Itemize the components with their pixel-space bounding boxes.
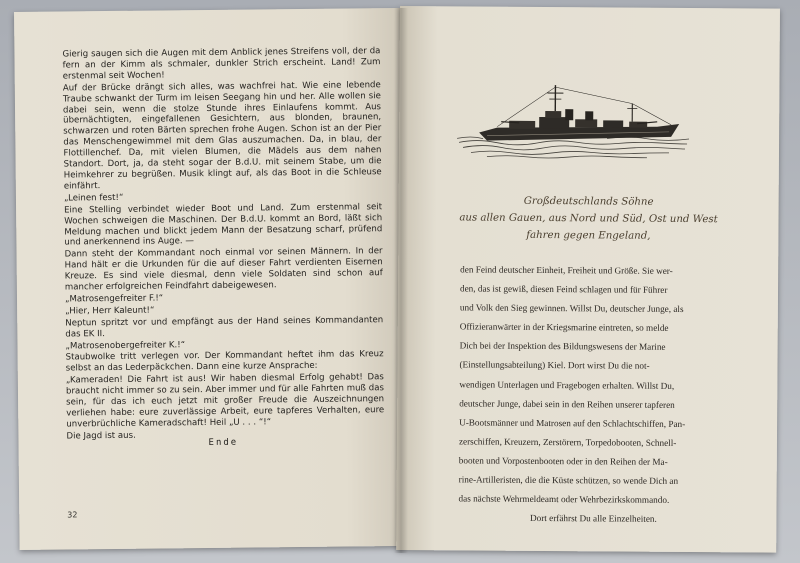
paragraph: Neptun spritzt vor und empfängt aus der Hand seines Kommandanten das EK II. <box>65 314 384 340</box>
paragraph: Eine Stelling verbindet wieder Boot und Land. Zum erstenmal seit Wochen schweigen die Maschinen. Der B.d.U. kommt an Bord, läßt sich Meldung machen und blickt jedem Mann der Besatzung scharf, prüfend und anerkennend ins Auge. — <box>64 201 383 248</box>
paragraph: „Matrosengefreiter F.!“ <box>64 293 164 305</box>
paragraph: Die Jagd ist aus. <box>66 430 136 442</box>
body-line: zerschiffen, Kreuzern, Zerstörern, Torpedobooten, Schnell- <box>458 436 677 448</box>
body-line: Dich bei der Inspektion des Bildungswesens der Marine <box>459 340 666 353</box>
paragraph: „Matrosenobergefreiter K.!“ <box>65 339 186 352</box>
heading-line: fahren gegen Engeland, <box>526 229 651 242</box>
right-page <box>396 6 780 553</box>
destroyer-ship-drawing-icon <box>457 80 690 162</box>
paragraph: Staubwolke tritt verlegen vor. Der Kommandant heftet ihm das Kreuz selbst an das Lederpäckchen. Dann eine kurze Ansprache: <box>65 349 384 374</box>
body-line: wendigen Unterlagen und Fragebogen erhalten. Willst Du, <box>459 378 675 391</box>
heading-line: Großdeutschlands Söhne <box>523 195 654 208</box>
body-line: das nächste Wehrmeldeamt oder Wehrbezirkskommando. <box>458 493 670 506</box>
body-line: den Feind deutscher Einheit, Freiheit und Größe. Sie wer- <box>460 264 673 276</box>
recruitment-text <box>458 260 730 529</box>
paragraph: „Kameraden! Die Fahrt ist aus! Wir haben diesmal Erfolg gehabt! Das braucht nicht immer so zu sein. Aber immer und für alle Fahrten muß das sein, für das ich euch jetzt mit großer Freude die Auszeichnungen verliehen habe: eure zuverlässige Arbeit, eure tapferes Verhalten, eure unverbrüchliche Kameradschaft! Heil „U . . . “!“ <box>65 372 385 430</box>
heading <box>438 192 738 245</box>
body-line: booten und Vorpostenbooten oder in den Reihen der Ma- <box>458 455 668 467</box>
paragraph: „Hier, Herr Kaleunt!“ <box>65 305 155 317</box>
page-number: 32 <box>67 510 78 520</box>
closing-line: Dort erfährst Du alle Einzelheiten. <box>529 513 657 525</box>
left-page <box>14 8 406 550</box>
heading-line: aus allen Gauen, aus Nord und Süd, Ost und West <box>459 212 718 226</box>
paragraph: „Leinen fest!“ <box>63 192 124 204</box>
body-line: und Volk den Sieg gewinnen. Willst Du, deutscher Junge, als <box>459 302 684 315</box>
paragraph: Gierig saugen sich die Augen mit dem Anblick jenes Streifens voll, der da fern an der Kimm als schmaler, dunkler Strich erscheint. Land! Zum erstenmal seit Wochen! <box>62 46 381 82</box>
body-line: deutscher Junge, dabei sein in den Reihen unserer tapferen <box>459 398 675 410</box>
paragraph: Auf der Brücke drängt sich alles, was wachfrei hat. Wie eine lebende Traube schwankt der Turm im leisen Seegang hin und her. Alle wollen sie dabei sein, wenn die stolze Stunde ihres Einlaufens kommt. Aus übernächtigten, eingefallenen Gesichtern, aus blonden, braunen, schwarzen und roten Bärten sprechen frohe Augen. Schon ist an der Pier das Menschengewimmel mit dem Glas auszumachen. Da, in blau, der Flottillenchef. Da, mit vielen Blumen, die Mädels aus dem nahen Standort. Dort, ja, da steht sogar der B.d.U. mit seinem Stabe, um die Heimkehrer zu begrüßen. Musik klingt auf, als das Boot in die Schleuse einfährt. <box>62 79 382 192</box>
body-line: Offizieranwärter in der Kriegsmarine eintreten, so melde <box>459 321 669 334</box>
body-line: (Einstellungsabteilung) Kiel. Dort wirst Du die not- <box>459 359 650 372</box>
end-word: Ende <box>208 437 239 448</box>
body-line: den, das ist gewiß, diesen Feind schlagen und für Führer <box>459 283 668 295</box>
paragraph: Dann steht der Kommandant noch einmal vor seinen Männern. In der Hand hält er die Urkunden für die auf dieser Fahrt verdienten Eisernen Kreuze. Es sind viele diesmal, denn viele Soldaten sind schon auf mancher erfolgreichen Feindfahrt dabeigewesen. <box>64 246 383 293</box>
body-line: rine-Artilleristen, die die Küste schützen, so wende Dich an <box>458 474 679 486</box>
body-line: U-Bootsmänner und Matrosen auf den Schlachtschiffen, Pan- <box>459 417 686 429</box>
book-gutter <box>394 8 408 553</box>
left-page-text <box>62 46 384 443</box>
